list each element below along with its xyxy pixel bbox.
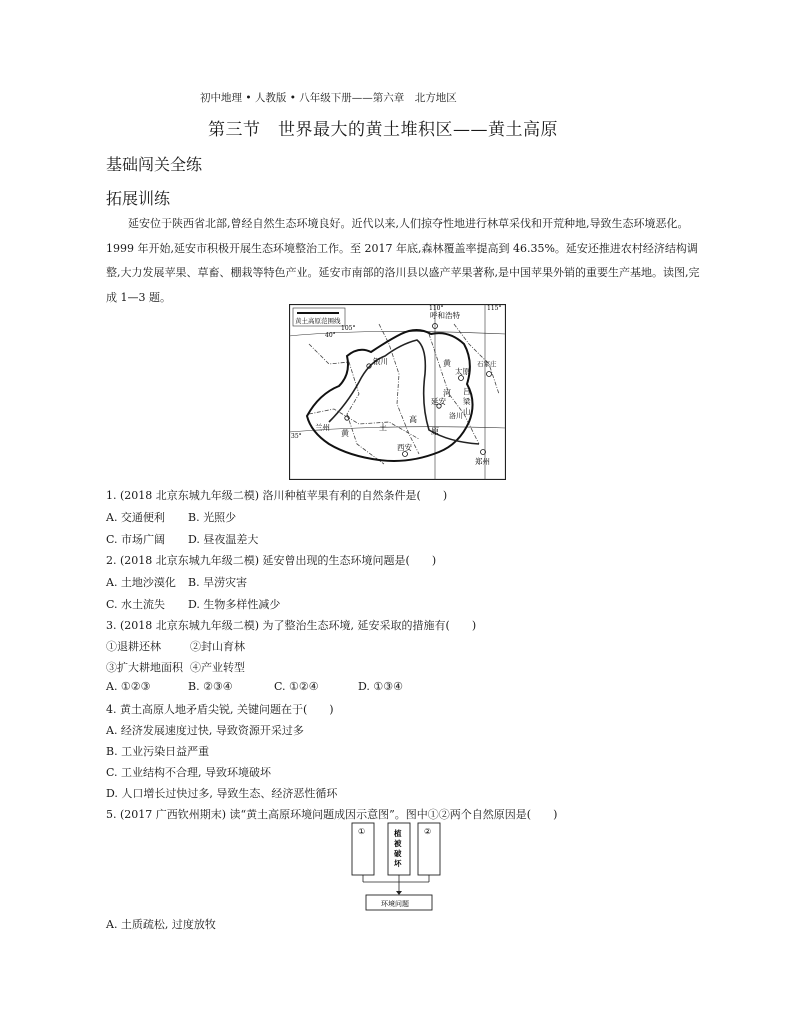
q2-option-a: A. 土地沙漠化 xyxy=(106,576,176,589)
q4-option-d: D. 人口增长过快过多, 导致生态、经济恶性循环 xyxy=(106,787,338,800)
region-char-4: 原 xyxy=(431,427,439,436)
q3-option-d: D. ①③④ xyxy=(358,680,404,693)
question-3-stem: 3. (2018 北京东城九年级二模) 为了整治生态环境, 延安采取的措施有( ) xyxy=(106,619,477,632)
region-char-2: 土 xyxy=(379,423,387,432)
lon-label-105: 105° xyxy=(341,325,356,332)
diagram-mid-char-3: 破 xyxy=(394,849,402,858)
city-lanzhou: 兰州 xyxy=(315,423,330,432)
region-char-1: 黄 xyxy=(341,429,349,438)
q1-option-d: D. 昼夜温差大 xyxy=(188,533,259,546)
map-legend: 黄土高原范围线 xyxy=(295,317,341,325)
lat-label-35: 35° xyxy=(291,433,302,440)
q3-item-3: ③扩大耕地面积 xyxy=(106,661,183,674)
loess-plateau-map xyxy=(289,304,506,480)
q1-option-a: A. 交通便利 xyxy=(106,511,165,524)
page-header: 初中地理 • 人教版 • 八年级下册——第六章 北方地区 xyxy=(200,92,457,104)
city-hohhot: 呼和浩特 xyxy=(430,311,460,320)
page-title: 第三节 世界最大的黄土堆积区——黄土高原 xyxy=(208,120,558,140)
diagram-bottom-box: 环境问题 xyxy=(381,900,409,908)
q1-option-b: B. 光照少 xyxy=(188,511,237,524)
city-zhengzhou: 郑州 xyxy=(475,457,490,466)
mountain-char-2: 梁 xyxy=(463,397,471,406)
q3-item-4: ④产业转型 xyxy=(190,661,245,674)
question-4-stem: 4. 黄土高原人地矛盾尖锐, 关键问题在于( ) xyxy=(106,703,334,716)
lat-label-40: 40° xyxy=(325,332,336,339)
cause-diagram xyxy=(350,822,450,912)
lon-label-110: 110° xyxy=(429,305,444,312)
city-yinchuan: 银川 xyxy=(373,357,388,366)
q1-option-c: C. 市场广阔 xyxy=(106,533,166,546)
city-luochuan: 洛川 xyxy=(449,412,463,420)
q4-option-a: A. 经济发展速度过快, 导致资源开采过多 xyxy=(106,724,304,737)
region-char-3: 高 xyxy=(409,415,417,424)
city-xian: 西安 xyxy=(397,443,412,452)
section-heading-basic: 基础闯关全练 xyxy=(106,155,203,174)
question-5-stem: 5. (2017 广西钦州期末) 读“黄土高原环境问题成因示意图”。图中①②两个自然原因是( ) xyxy=(106,808,558,821)
reading-passage: 延安位于陕西省北部,曾经自然生态环境良好。近代以来,人们掠夺性地进行林草采伐和开荒种地,导致生态环境恶化。1999 年开始,延安市积极开展生态环境整治工作。至 2017 年底,森林覆盖率提高到 46.35%。延安还推进农村经济结构调整,大力发展苹果、草畜、棚栽等特色产业。延安市南部的洛川县以盛产苹果著称,是中国苹果外销的重要生产基地。读图,完成 1—3 题。 xyxy=(106,217,700,304)
q3-option-c: C. ①②④ xyxy=(274,680,319,693)
diagram-box-1: ① xyxy=(358,827,366,836)
q3-option-a: A. ①②③ xyxy=(106,680,151,693)
river-char-1: 黄 xyxy=(443,359,451,368)
q2-option-d: D. 生物多样性减少 xyxy=(188,598,281,611)
question-2-stem: 2. (2018 北京东城九年级二模) 延安曾出现的生态环境问题是( ) xyxy=(106,554,437,567)
question-1-stem: 1. (2018 北京东城九年级二模) 洛川种植苹果有利的自然条件是( ) xyxy=(106,489,448,502)
q3-option-b: B. ②③④ xyxy=(188,680,233,693)
mountain-char-1: 吕 xyxy=(463,387,471,396)
mountain-char-3: 山 xyxy=(463,407,471,416)
q5-option-a: A. 土质疏松, 过度放牧 xyxy=(106,918,216,931)
diagram-mid-char-2: 被 xyxy=(394,839,402,848)
diagram-mid-char-4: 坏 xyxy=(394,859,402,868)
river-char-2: 河 xyxy=(443,389,451,398)
city-shijiazhuang: 石家庄 xyxy=(477,360,497,368)
lon-label-115: 115° xyxy=(487,305,502,312)
q3-item-2: ②封山育林 xyxy=(190,640,245,653)
section-heading-extend: 拓展训练 xyxy=(106,189,171,208)
diagram-box-2: ② xyxy=(424,827,432,836)
q2-option-b: B. 旱涝灾害 xyxy=(188,576,248,589)
q4-option-c: C. 工业结构不合理, 导致环境破坏 xyxy=(106,766,272,779)
diagram-mid-char-1: 植 xyxy=(394,829,402,838)
q4-option-b: B. 工业污染日益严重 xyxy=(106,745,210,758)
city-taiyuan: 太原 xyxy=(455,367,470,376)
q3-item-1: ①退耕还林 xyxy=(106,640,161,653)
q2-option-c: C. 水土流失 xyxy=(106,598,166,611)
city-yanan: 延安 xyxy=(431,397,446,406)
